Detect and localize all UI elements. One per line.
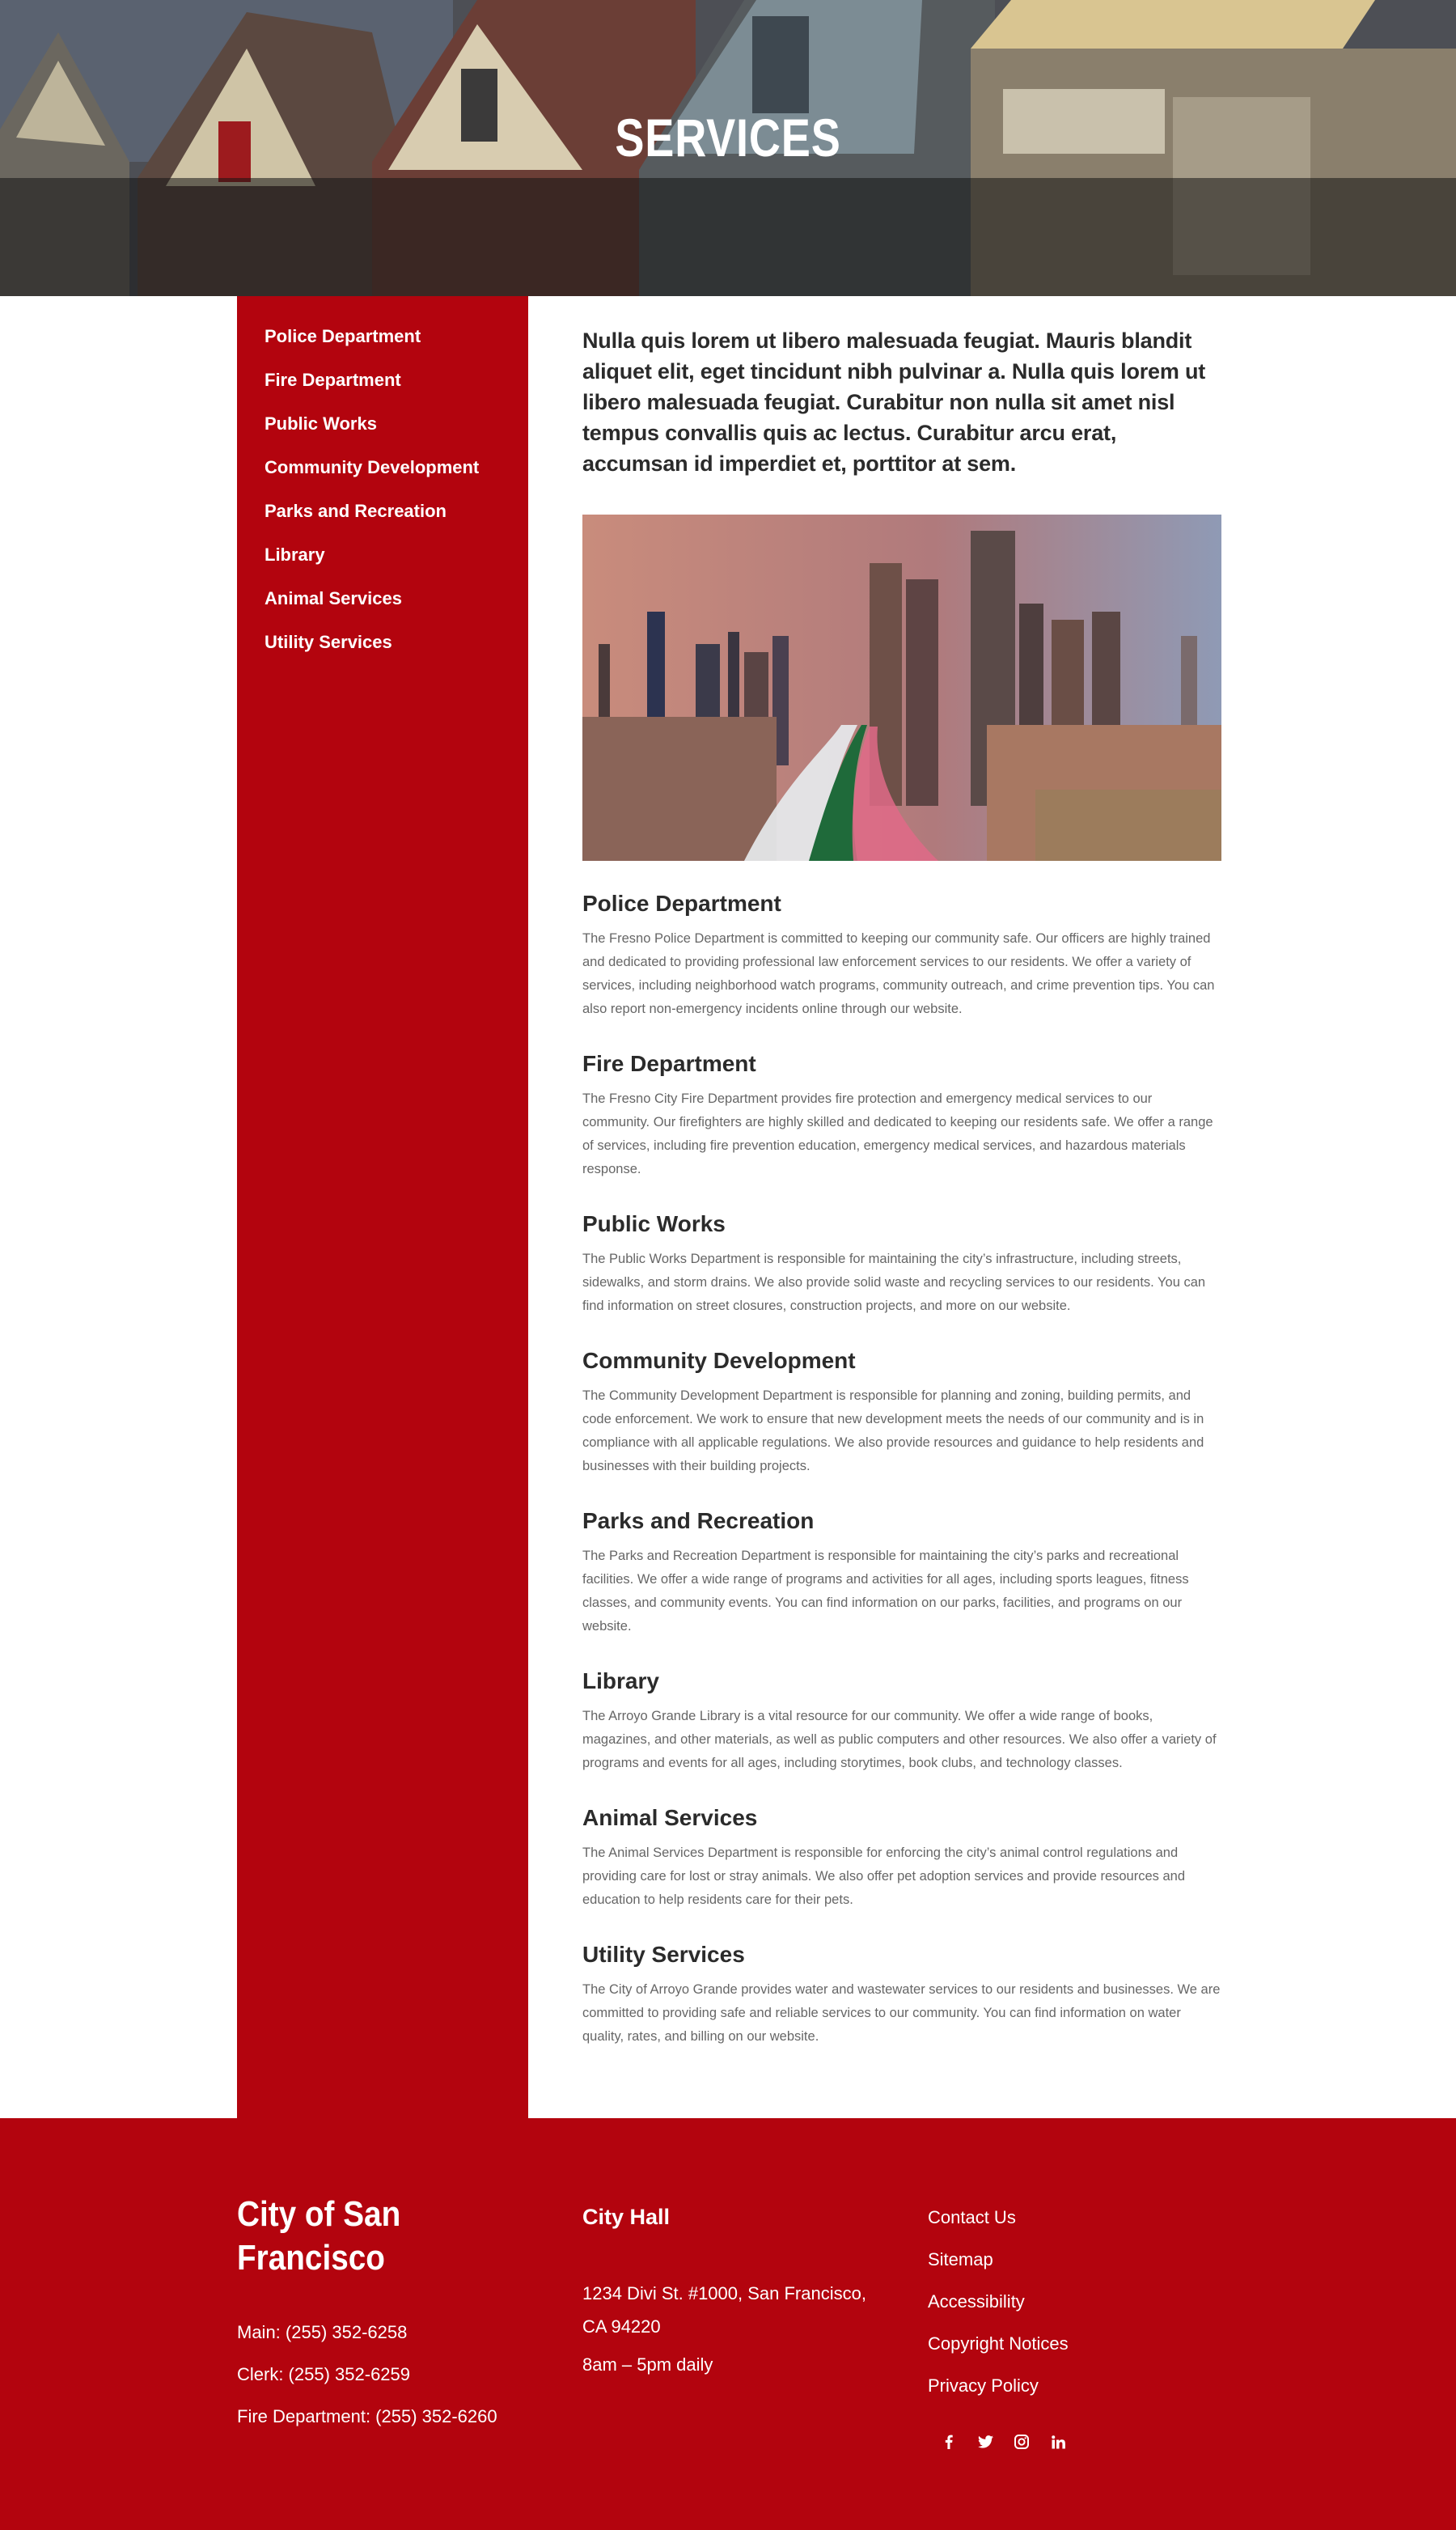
- site-footer: [0, 2118, 1456, 2530]
- service-animal-services: [582, 1804, 1221, 1912]
- hero-banner: [0, 0, 1456, 296]
- service-heading: Community Development: [582, 1348, 856, 1373]
- sidebar-item-police-department[interactable]: Police Department: [265, 326, 421, 346]
- footer-phone-fire: Fire Department: (255) 352-6260: [237, 2406, 497, 2426]
- service-library: [582, 1668, 1221, 1775]
- service-police-department: [582, 890, 1221, 1021]
- sidebar-item-utility-services[interactable]: Utility Services: [265, 632, 392, 652]
- footer-address: 1234 Divi St. #1000, San Francisco, CA 94220: [582, 2283, 866, 2337]
- skyline-illustration: [582, 515, 1221, 861]
- footer-city-name: City of San Francisco: [237, 2194, 401, 2278]
- main-section: [0, 296, 1456, 2118]
- footer-link-copyright-notices[interactable]: Copyright Notices: [928, 2333, 1069, 2354]
- footer-phone-clerk: Clerk: (255) 352-6259: [237, 2364, 411, 2384]
- service-heading: Library: [582, 1668, 659, 1693]
- service-description: The Animal Services Department is responsible for enforcing the city’s animal control regulations and providing care for lost or stray animals. We also offer pet adoption services and provide resources and education to help residents care for their pets.: [582, 1846, 1186, 1907]
- city-skyline-image: [582, 515, 1221, 861]
- service-description: The Arroyo Grande Library is a vital resource for our community. We offer a wide range of books, magazines, and other materials, as well as public computers and other resources. We also offer a variety of programs and events for all ages, including storytimes, book clubs, and technology classes.: [582, 1709, 1217, 1770]
- footer-city-hall-heading: City Hall: [582, 2205, 671, 2229]
- service-description: The City of Arroyo Grande provides water and wastewater services to our residents and businesses. We are committed to providing safe and reliable services to our community. You can find information on water quality, rates, and billing on our website.: [582, 1982, 1221, 2044]
- twitter-icon[interactable]: [977, 2434, 993, 2450]
- sidebar-item-library[interactable]: Library: [265, 545, 325, 565]
- service-heading: Public Works: [582, 1211, 726, 1236]
- service-description: The Community Development Department is responsible for planning and zoning, building permits, and code enforcement. We work to ensure that new development meets the needs of our community and is in compliance with all applicable regulations. We also provide resources and guidance to help residents and businesses with their building projects.: [582, 1388, 1204, 1473]
- footer-phone-main: Main: (255) 352-6258: [237, 2322, 408, 2342]
- sidebar-item-community-development[interactable]: Community Development: [265, 457, 480, 477]
- service-description: The Parks and Recreation Department is responsible for maintaining the city’s parks and recreational facilities. We offer a wide range of programs and activities for all ages, including sports leagues, fitness classes, and community events. You can find information on our parks, facilities, and programs on our website.: [582, 1549, 1189, 1634]
- linkedin-icon[interactable]: [1050, 2434, 1066, 2450]
- footer-hours: 8am – 5pm daily: [582, 2354, 713, 2375]
- footer-link-privacy-policy[interactable]: Privacy Policy: [928, 2375, 1039, 2396]
- footer-contact-column: [237, 2193, 528, 2427]
- footer-link-sitemap[interactable]: Sitemap: [928, 2249, 993, 2269]
- service-public-works: [582, 1210, 1221, 1318]
- service-description: The Fresno Police Department is committed to keeping our community safe. Our officers are highly trained and dedicated to providing professional law enforcement services to our residents. We offer a variety of services, including neighborhood watch programs, community outreach, and crime prevention tips. You can also report non-emergency incidents online through our website.: [582, 931, 1215, 1016]
- services-sidebar-nav: [237, 296, 528, 2118]
- services-content: [582, 296, 1221, 2118]
- page-title: SERVICES: [615, 108, 841, 167]
- service-heading: Police Department: [582, 891, 781, 916]
- service-description: The Fresno City Fire Department provides fire protection and emergency medical services to our community. Our firefighters are highly skilled and dedicated to keeping our residents safe. We offer a range of services, including fire prevention education, emergency medical services, and hazardous materials response.: [582, 1091, 1213, 1176]
- service-utility-services: [582, 1941, 1221, 2049]
- sidebar-item-public-works[interactable]: Public Works: [265, 413, 377, 434]
- sidebar-item-parks-and-recreation[interactable]: Parks and Recreation: [265, 501, 447, 521]
- service-heading: Parks and Recreation: [582, 1508, 815, 1533]
- sidebar-item-fire-department[interactable]: Fire Department: [265, 370, 401, 390]
- service-heading: Fire Department: [582, 1051, 756, 1076]
- social-links: [928, 2434, 1219, 2450]
- footer-city-hall-column: [582, 2193, 890, 2381]
- service-heading: Animal Services: [582, 1805, 758, 1830]
- facebook-icon[interactable]: [941, 2434, 957, 2450]
- sidebar-item-animal-services[interactable]: Animal Services: [265, 588, 402, 608]
- instagram-icon[interactable]: [1014, 2434, 1030, 2450]
- service-fire-department: [582, 1050, 1221, 1181]
- service-community-development: [582, 1347, 1221, 1478]
- service-heading: Utility Services: [582, 1942, 745, 1967]
- service-parks-and-recreation: [582, 1507, 1221, 1638]
- footer-links-column: [928, 2193, 1219, 2450]
- intro-text: Nulla quis lorem ut libero malesuada feugiat. Mauris blandit aliquet elit, eget tincidunt nibh pulvinar a. Nulla quis lorem ut libero malesuada feugiat. Curabitur non nulla sit amet nisl tempus convallis quis ac lectus. Curabitur arcu erat, accumsan id imperdiet et, porttitor at sem.: [582, 328, 1206, 476]
- footer-link-contact-us[interactable]: Contact Us: [928, 2207, 1016, 2227]
- footer-link-accessibility[interactable]: Accessibility: [928, 2291, 1025, 2312]
- service-description: The Public Works Department is responsible for maintaining the city’s infrastructure, including streets, sidewalks, and storm drains. We also provide solid waste and recycling services to our residents. You can find information on street closures, construction projects, and more on our website.: [582, 1252, 1206, 1313]
